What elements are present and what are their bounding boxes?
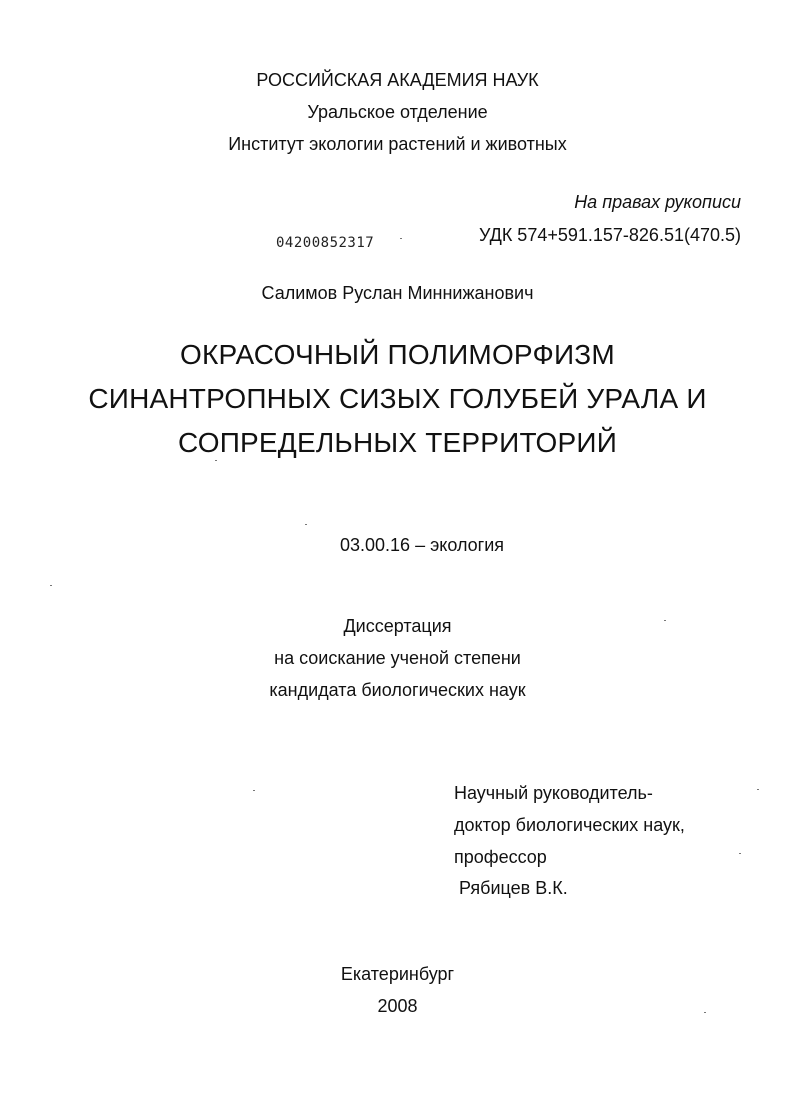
year: 2008 <box>377 996 418 1016</box>
scan-speck <box>50 585 52 586</box>
scan-speck <box>757 789 759 790</box>
rights-note: На правах рукописи <box>574 192 741 212</box>
place-name: Екатеринбург <box>340 964 455 984</box>
scan-speck <box>664 620 666 621</box>
title-line-1: ОКРАСОЧНЫЙ ПОЛИМОРФИЗМ <box>180 339 615 370</box>
author-name: Салимов Руслан Миннижанович <box>261 283 534 303</box>
supervisor-title: профессор <box>454 847 547 867</box>
degree-line-2: на соискание ученой степени <box>274 648 521 668</box>
supervisor-degree: доктор биологических наук, <box>454 815 685 835</box>
supervisor-name: Рябицев В.К. <box>459 878 568 898</box>
branch-name: Уральское отделение <box>307 102 488 122</box>
specialty-code: 03.00.16 – экология <box>340 535 505 555</box>
scan-speck <box>305 524 307 525</box>
academy-name: РОССИЙСКАЯ АКАДЕМИЯ НАУК <box>256 70 539 90</box>
scan-speck <box>215 460 217 461</box>
title-line-2: СИНАНТРОПНЫХ СИЗЫХ ГОЛУБЕЙ УРАЛА И <box>88 383 707 414</box>
archive-number: 04200852317 <box>276 235 375 251</box>
title-line-3: СОПРЕДЕЛЬНЫХ ТЕРРИТОРИЙ <box>177 427 618 458</box>
institute-name: Институт экологии растений и животных <box>228 134 567 154</box>
degree-line-3: кандидата биологических наук <box>269 680 526 700</box>
scan-speck <box>739 853 741 854</box>
degree-line-1: Диссертация <box>343 616 452 636</box>
supervisor-role: Научный руководитель- <box>454 783 653 803</box>
scan-speck <box>253 790 255 791</box>
udc-code: УДК 574+591.157-826.51(470.5) <box>479 225 741 245</box>
scan-speck <box>400 238 402 239</box>
scan-speck <box>704 1012 706 1013</box>
